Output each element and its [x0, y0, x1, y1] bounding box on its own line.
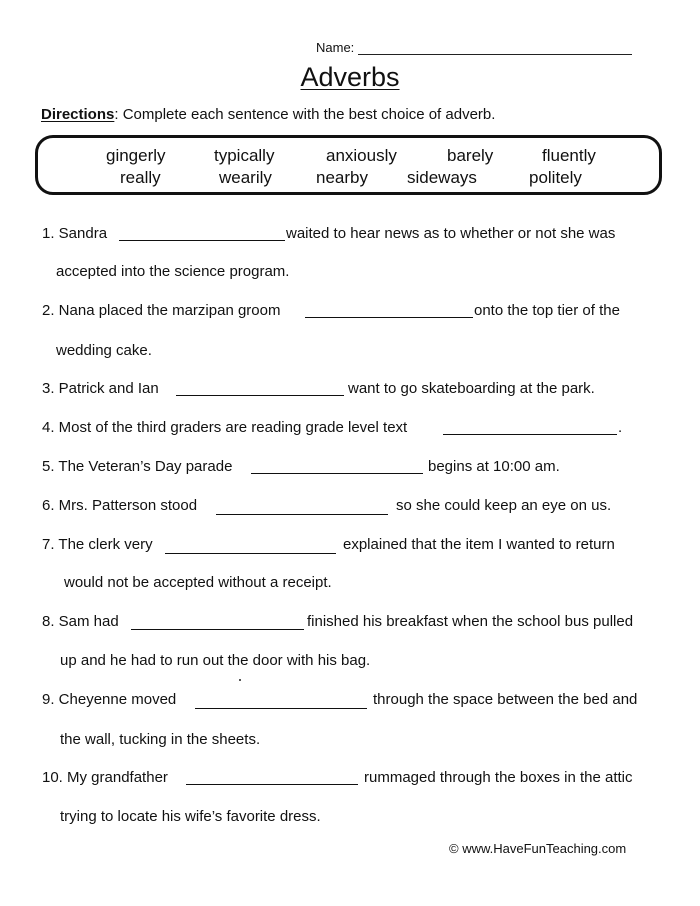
sentence-5-blank[interactable] [251, 473, 423, 474]
sentence-8-start: 8. Sam had [42, 613, 119, 630]
word-bank-item: politely [529, 168, 582, 187]
sentence-2-blank[interactable] [305, 317, 473, 318]
sentence-1-end: waited to hear news as to whether or not she was [286, 225, 616, 242]
copyright-footer: © www.HaveFunTeaching.com [449, 841, 627, 856]
sentence-8-cont: up and he had to run out the door with his bag. [60, 652, 371, 669]
sentence-1-cont: accepted into the science program. [56, 263, 290, 280]
sentence-2-cont: wedding cake. [56, 342, 152, 359]
sentence-2-end: onto the top tier of the [474, 302, 620, 319]
word-bank-item: sideways [407, 168, 477, 187]
sentence-6-blank[interactable] [216, 514, 388, 515]
sentence-9-cont: the wall, tucking in the sheets. [60, 731, 261, 748]
sentence-1-start: 1. Sandra [42, 225, 108, 242]
word-bank-item: barely [447, 146, 494, 165]
sentence-9-start: 9. Cheyenne moved [42, 691, 177, 708]
word-bank-item: really [120, 168, 161, 187]
directions-label: Directions [41, 106, 115, 123]
word-bank [35, 135, 662, 195]
sentence-10-end: rummaged through the boxes in the attic [364, 769, 633, 786]
sentence-6-end: so she could keep an eye on us. [396, 497, 612, 514]
sentence-9-end: through the space between the bed and [373, 691, 638, 708]
sentence-8-end: finished his breakfast when the school bus pulled [307, 613, 634, 630]
sentence-2-start: 2. Nana placed the marzipan groom [42, 302, 281, 319]
word-bank-item: typically [214, 146, 275, 165]
sentence-5-end: begins at 10:00 am. [428, 458, 560, 475]
word-bank-item: wearily [219, 168, 272, 187]
name-label: Name: [316, 40, 355, 55]
sentence-10-cont: trying to locate his wife’s favorite dress. [60, 808, 321, 825]
name-field [316, 40, 632, 55]
name-blank[interactable] [358, 40, 632, 55]
worksheet-title: Adverbs [300, 62, 400, 92]
sentence-4-start: 4. Most of the third graders are reading grade level text [42, 419, 408, 436]
sentence-7-start: 7. The clerk very [42, 536, 153, 553]
word-bank-item: anxiously [326, 146, 397, 165]
sentence-4-end: . [618, 419, 623, 436]
sentence-6-start: 6. Mrs. Patterson stood [42, 497, 198, 514]
sentence-5-start: 5. The Veteran’s Day parade [42, 458, 233, 475]
sentence-10-blank[interactable] [186, 784, 358, 785]
directions [41, 106, 495, 123]
sentence-7-blank[interactable] [165, 553, 336, 554]
sentence-3-start: 3. Patrick and Ian [42, 380, 159, 397]
directions-text: : Complete each sentence with the best choice of adverb. [114, 106, 496, 123]
sentence-1-blank[interactable] [119, 240, 285, 241]
sentence-3-blank[interactable] [176, 395, 344, 396]
stray-mark [239, 679, 241, 681]
sentence-4-blank[interactable] [443, 434, 617, 435]
sentence-8-blank[interactable] [131, 629, 304, 630]
word-bank-item: nearby [316, 168, 368, 187]
sentence-7-cont: would not be accepted without a receipt. [64, 574, 332, 591]
sentence-3-end: want to go skateboarding at the park. [348, 380, 595, 397]
word-bank-item: gingerly [106, 146, 166, 165]
sentence-10-start: 10. My grandfather [42, 769, 168, 786]
sentence-9-blank[interactable] [195, 708, 367, 709]
word-bank-item: fluently [542, 146, 596, 165]
sentence-7-end: explained that the item I wanted to return [343, 536, 615, 553]
